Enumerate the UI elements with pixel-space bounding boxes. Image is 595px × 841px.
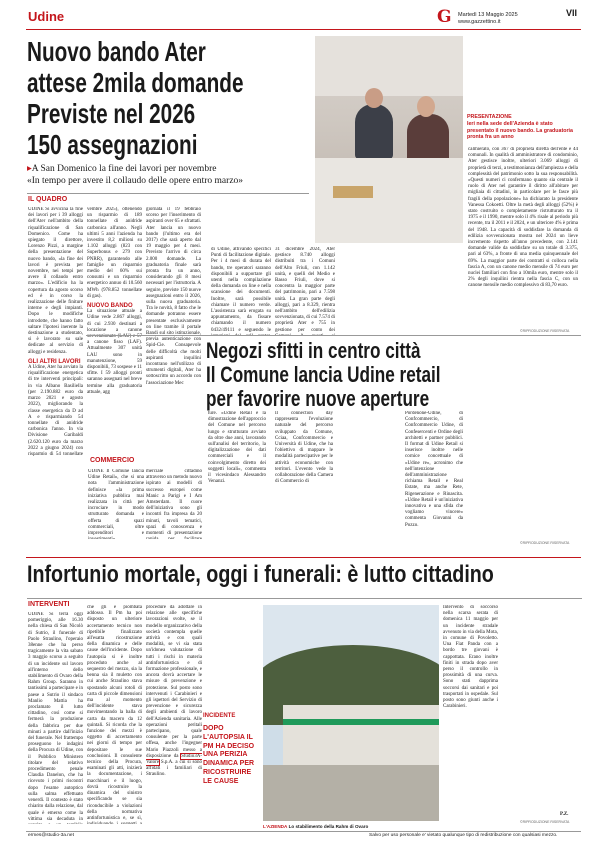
lead-headline-line: 150 assegnazioni — [27, 129, 198, 160]
photo-table — [315, 158, 463, 243]
photo-head-right — [417, 96, 435, 117]
commercio-headline-line: Negozi sfitti in centro città — [206, 338, 421, 363]
lead-column-3: giornata il 19 febbraio scorso per l'inserimento di aspiranti over 65 e sfrattati. Ater lancia un nuovo bando (l'ultimo era del 2017) che sarà aperto dal 19 maggio per 4 mesi. Previsto l'arrivo di circa 2.000 domande. La graduatoria finale sarà pronta fra un anno, considerando gli 8 mesi necessari per l'istruttoria. A seguire, previste 150 nuove assegnazioni entro il 2026, sulla nuova graduatoria. Tra le novità, 8 fatto che le domande potranno essere presentate esclusivamente on line tramite il portale Bandi sul sito istituzionale, previa autenticazione con Spid-Cie. Consapevole delle difficoltà che molti aspiranti inquilini incontrano nell'utilizzo di strumenti digitali, Ater ha sottoscritto un accordo con l'associazione Mec — [146, 207, 201, 386]
commercio-column-3: ture. «Udine Retail è la dimostrazione dell'approccio del Comune nel percorso lungo e strutturato avviato da oltre due anni, lavorando sull'analisi del territorio, la digitalizzazione dei dati commerciali e il coinvolgimento diretto dei soggetti locali», commenta il vicesindaco Alessandro Venanzi. — [208, 411, 266, 485]
photo-building-stripe — [283, 719, 439, 725]
photo-ground — [263, 765, 439, 821]
commercio-headline-line: Il Comune lancia Udine retail — [206, 362, 441, 387]
commercio-column-2: merciale cittadino attraverso un metodo nuovo ispirato ai modelli di successo europei come Manic a Parigi e I Am Amsterdam. Il cuore dell'iniziativa sono gli incontri fra impresa da 20 minuti, tavoli tematici, spazi di conoscenza e momenti di presentazione — [146, 469, 202, 537]
lead-subhead-2: «In tempo per avere il collaudo delle opere entro marzo» — [27, 176, 244, 186]
triangle-bullet-icon: ▸ — [27, 164, 32, 174]
page-number: VII — [566, 8, 578, 18]
footer-left[interactable]: ermes@studio-3a.net — [28, 833, 74, 838]
infortunio-credit: ©RIPRODUZIONE RISERVATA — [520, 820, 570, 824]
lead-headline-line: attese 2mila domande — [27, 67, 244, 98]
photo-caption-text: Ieri nella sede dell'Azienda è stato presentato il nuovo bando. La graduatoria pronta fra un anno — [467, 120, 573, 141]
lead-subtag-lavori: GLI ALTRI LAVORI — [28, 358, 81, 365]
lead-photo — [315, 36, 463, 243]
section-tag-quadro: IL QUADRO — [28, 196, 68, 203]
infortunio-column-3: procedure da adottare in relazione alle specifiche lavorazioni svolte, se il modello organizzativo della società contempla quelle attività e con quali modalità, se vi sia stata un'idonea valutazione di tutti i rischi in materia antinfortunistica e di formazione professionale, e ancora dovrà accertare le misure di prevenzione e protezione. Sul posto sono intervenuti i Carabinieri e gli ispettori del Servizio di prevenzione e sicurezza degli ambienti di lavoro dell'Azienda sanitaria. Alle operazioni peritali partecipano, quale consulente per la parte offesa, anche l'ingegner Mario Piazzoli messo a disposizione da Studio3A-Valore S.p.A. a cui si sono affidati i familiari di Straulino. — [146, 605, 202, 778]
photo-lanyard — [333, 186, 373, 198]
photo-person-right — [407, 114, 449, 164]
website[interactable]: www.gazzettino.it — [458, 19, 501, 25]
section-tag-interventi: INTERVENTI — [28, 601, 70, 608]
commercio-column-5: Pordenone-Udine, di Confcommercio, di Confcommercio Udine, di Confesercenti e Ordine degli architetti e partner pubblici. Il format di Udine Retail si inserisce inoltre nelle cornice concettuale di «Udine re», acronimo che nell'intenzione dell'amministrazione richiama Retail e Real Estate, ma anche Rete, Rigenerazione e Rinascita. «Udine Retail è un'iniziativa innovativa e una sfida che vogliamo vincere» commenta Giovanni da Pozzo. — [405, 411, 463, 528]
infortunio-rule — [26, 557, 581, 558]
commercio-column-4: Il connection day rappresenta l'evoluzione naturale del percorso sviluppato da Comune, Cciaa, Confcommercio e Università di Udine, che ha l'obiettivo di mappare le modalità partecipative per le attività economiche con territori. L'evento vede la collaborazione della Camera di Commercio di — [275, 411, 333, 485]
signature: P.Z. — [560, 812, 569, 817]
photo-backdrop — [315, 36, 463, 96]
lead-headline-line: Previste nel 2026 — [27, 98, 196, 129]
infortunio-headline: Infortunio mortale, oggi i funerali: è lutto cittadino — [27, 561, 494, 588]
photo-caption-text: Lo stabilimento della Rahm di Ovaro — [288, 824, 369, 829]
commercio-headline-line: per favorire nuove aperture — [206, 386, 430, 411]
photo-building — [283, 705, 439, 765]
photo-caption — [467, 114, 577, 141]
infortunio-column-2: che gli è piombata addosso. Il Pm ha poi disposto un ulteriore accertamento tecnico non ripetibile finalizzato all'esatta ricostruzione della dinamica e delle cause dell'incidente. Dopo l'autopsia si è inoltre proceduto anche al sequestro del mezzo, sia la benna sia il muletto con cui anche Straulino stava spostando alcuni rotoli di carta di piccole dimensioni ma al momento dell'incidente stava movimentando la balla di carta da macero da 12 quintali. Si ricorda che la funzione dei mezzi è oggetto di accertamento nei giorni di tempo per depositare le sue conclusioni. Il consulente tecnico della Procura, esaminati gli atti, inizierà la documentazione, i macchinari e il luogo, dovrà ricostruire la dinamica del sinistro specificando se sia riconducibile a violazioni della normativa antinfortunistica e, se sì, — [87, 605, 142, 821]
brand-mark-icon: G — [437, 7, 452, 27]
incidente-tag: INCIDENTE — [203, 713, 236, 719]
infortunio-column-5: Intervento di soccorso nella scarsa serata di domenica 11 maggio per un incidente stradale avvenuto in via della Mota, in comune di Povoletto. Una Fiat Panda con a bordo tre giovani è cappottata. Erano inoltre finiti in strada dopo aver perso il controllo in prossimità di una curva. Sono stati dapprima soccorsi dai sanitari e poi trasportati in ospedale. Sul posto sono giunti anche i Carabinieri. — [443, 605, 498, 710]
lead-subhead — [27, 163, 327, 187]
section-tag-commercio: COMMERCIO — [90, 457, 135, 464]
photo-person-left — [355, 104, 393, 159]
photo-head-left — [365, 88, 383, 108]
issue-date: Martedì 13 Maggio 2025 — [458, 12, 518, 18]
photo-caption-tag: PRESENTAZIONE — [467, 114, 512, 120]
commercio-column-1: UDINE Il Comune lancia Udine Retail», che si una nota l'amministrazione definisce «la prima iniziativa pubblica mai realizzata in città per incrociare in modo strutturato domanda e offerta di spazi commerciali, oltre imprenditori e — [88, 469, 144, 537]
lead-credit: ©RIPRODUZIONE RISERVATA — [520, 329, 570, 333]
header-rule — [26, 29, 581, 30]
infortunio-column-1: UDINE Si terrà oggi pomeriggio, alle 16.30 nella chiesa di San Nicolò di Sutrio, il funerale di Paolo Straulino, l'operaio 38enne che ha perso tragicamente la vita sabato 3 maggio scorso a seguito di un incidente sul lavoro all'interno dello stabilimento di Ovaro della Rahm Group. Saranno in tantissimi a partecipare e in paese a Sutrio il sindaco Manlio Mattia ha proclamato il lutto cittadino, così come si fermerà la produzione della fabbrica per due minuti a partire dall'inizio del funerale. Nel frattempo proseguono le indagini della Procura di Udine, con il Pubblico Ministero titolare del relativo procedimento penale Claudia Danelon, che ha ricevuto i primi riscontri dopo l'esame autoptico sulla salma effettuato venerdì. Il contesto è stato chiarito dalla relazione, dal quale è emerso come la vittima sia decaduta in — [28, 612, 83, 822]
lead-column-5: 31 dicembre 2024, Ater gestisce 8.740 alloggi distribuiti tra i Comuni dell'Alto Friuli, con 1.142 unità, e quelli del Medio e Basso Friuli, dove si concentra la maggior parte del patrimonio, pari a 7.598 unità. La gran parte degli alloggi, pari a 8.329, rientra nell'ambito dell'edilizia sovvenzionata, di cui 7.574 di proprietà Ater e 755 in gestione per conto dei — [275, 247, 335, 333]
commercio-credit: ©RIPRODUZIONE RISERVATA — [520, 541, 570, 545]
lead-headline-line: Nuovo bando Ater — [27, 36, 206, 67]
studio3a-highlight: Studio3A-Valore — [146, 753, 202, 766]
infortunio-photo — [263, 605, 439, 821]
lead-column-6: calmierato, con 367 di proprietà diretta dell'ente e 44 comunali. In qualità di amministratore di condominio, Ater gestisce inoltre, ulteriori 3.069 alloggi di proprietà di terzi, a testimonianza dell'ampiezza e della complessità del patrimonio sotto la sua responsabilità. «Questi numeri ci confermano quanto sia centrale il ruolo di Ater nel garantire il diritto all'abitare per migliaia di cittadini, in particolare per le fasce più fragili della popolazione» ha dichiarato la presidente Vanessa Cokoetti. Oltre la metà degli alloggi (52%) è stato costruito o completamente ristrutturato tra il 1975 e il 1990, mentre solo il 4% risale al periodo più recente, tra il 2011 e il 2024, e un ulteriore 4% è prima del 1948. La capacità di soddisfare la domanda di edilizia sovvenzionata mostra nel 2024 un lieve incremento rispetto all'anno precedente, con 2.141 domande valide da soddisfare su un totale di 3.375, pari al 63%, a fronte di una media quinquennale del 69%. La maggior parte dei contratti si colloca nella fascia A, con un canone medio mensile di 74 euro per nuclei familiari con fino a 10mila euro, mentre solo il 2% degli inquilini rientra nella fascia C, con un canone mensile medio complessivo di 83,70 euro. — [468, 147, 578, 289]
lead-subhead-1: A San Domenico la fine dei lavori per novembre — [31, 164, 217, 174]
lead-headline — [27, 36, 317, 160]
lead-column-1: UDINE Si avvicina la fine dei lavori per i 39 alloggi dell'Ater nell'ambito della riqualificazione di San Domenico. Come ha spiegato il direttore, Lorenzo Pizzi, a margine della presentazione del nuovo bando, «la fine dei lavori è prevista per novembre, nei tempi per avere il collaudo entro marzo». L'edificio ha la copertura da agosto scorso ed è in corso la realizzazione delle finiture interne e degli impianti. Dopo le modifiche introdotte, che hanno fatto saltare l'ipotesi inerente la destinazione a studentato, si è lavorato su sale dedicate al servizio di alloggi e residenza. GLI ALTRI LAVORI A Udine, Ater ha avviato la riqualificazione energetica di tre interventi principali: in via Albano Basiliella (per 2.190.882 euro da marzo 2021 e agosto 2022), migliorando la classe energetica da D ad A e risparmiando 54 tonnellate di anidride carbonica l'anno. In via Divisione Garibaldi (2.620.120 euro da marzo 2022 a giugno 2024) con risparmio di 54 tonnellate — [28, 207, 83, 457]
lead-subtag-bando: NUOVO BANDO — [87, 303, 133, 310]
lead-column-4: di Udine, attivando specifici Punti di facilitazione digitale. Per i 4 mesi di durata del bando, tre operatori saranno disponibili a supportare gli utenti nella compilazione della domanda on line e nella scansione dei documenti. Inoltre, sarà possibile chiamare il numero verde. L'assistenza sarà erogata su appuntamento, da fissare chiamando il numero 0432/49111 e seguendo le — [211, 247, 271, 333]
section-label: Udine — [28, 9, 65, 24]
footer-right: Salvo per uso personale e' vietato qualunque tipo di redistribuzione con qualsiasi mezzo. — [369, 833, 558, 838]
commercio-headline — [206, 339, 506, 411]
photo-caption-tag: L'AZIENDA — [263, 824, 288, 829]
lead-column-2: vembre 2025), ottenendo un risparmio di 189 tonnellate di anidride carbonica all'anno. Negli ultimi 5 anni l'azienda ha investito 8,2 milioni su 1.102 alloggi (823 con Superbonus e 279 con PNRR), garantendo alle famiglie un risparmio medio del 60% sui consumi e un risparmio energetico annuo di 10.560 MWh (978.852 tonnellate di gas). NUOVO BANDO La situazione attuale a Udine vede 2.867 alloggi, di cui 2.930 destinati a locazione a canone sovvenzionato (LAU) e 57 a canone fisso (LAF). Attualmente 307 unità LAU sono in manutenzione, 59 disponibili, 73 sospese e 11 sfitte. I 59 alloggi pronti saranno assegnati nel breve termine alla graduatoria attuale, agg — [87, 207, 142, 395]
pull-quote: DOPO L'AUTOPSIA IL PM HA DECISO UNA PERIZIA DINAMICA PER RICOSTRUIRE LE CAUSE — [203, 725, 255, 785]
infortunio-photo-caption — [263, 824, 439, 830]
